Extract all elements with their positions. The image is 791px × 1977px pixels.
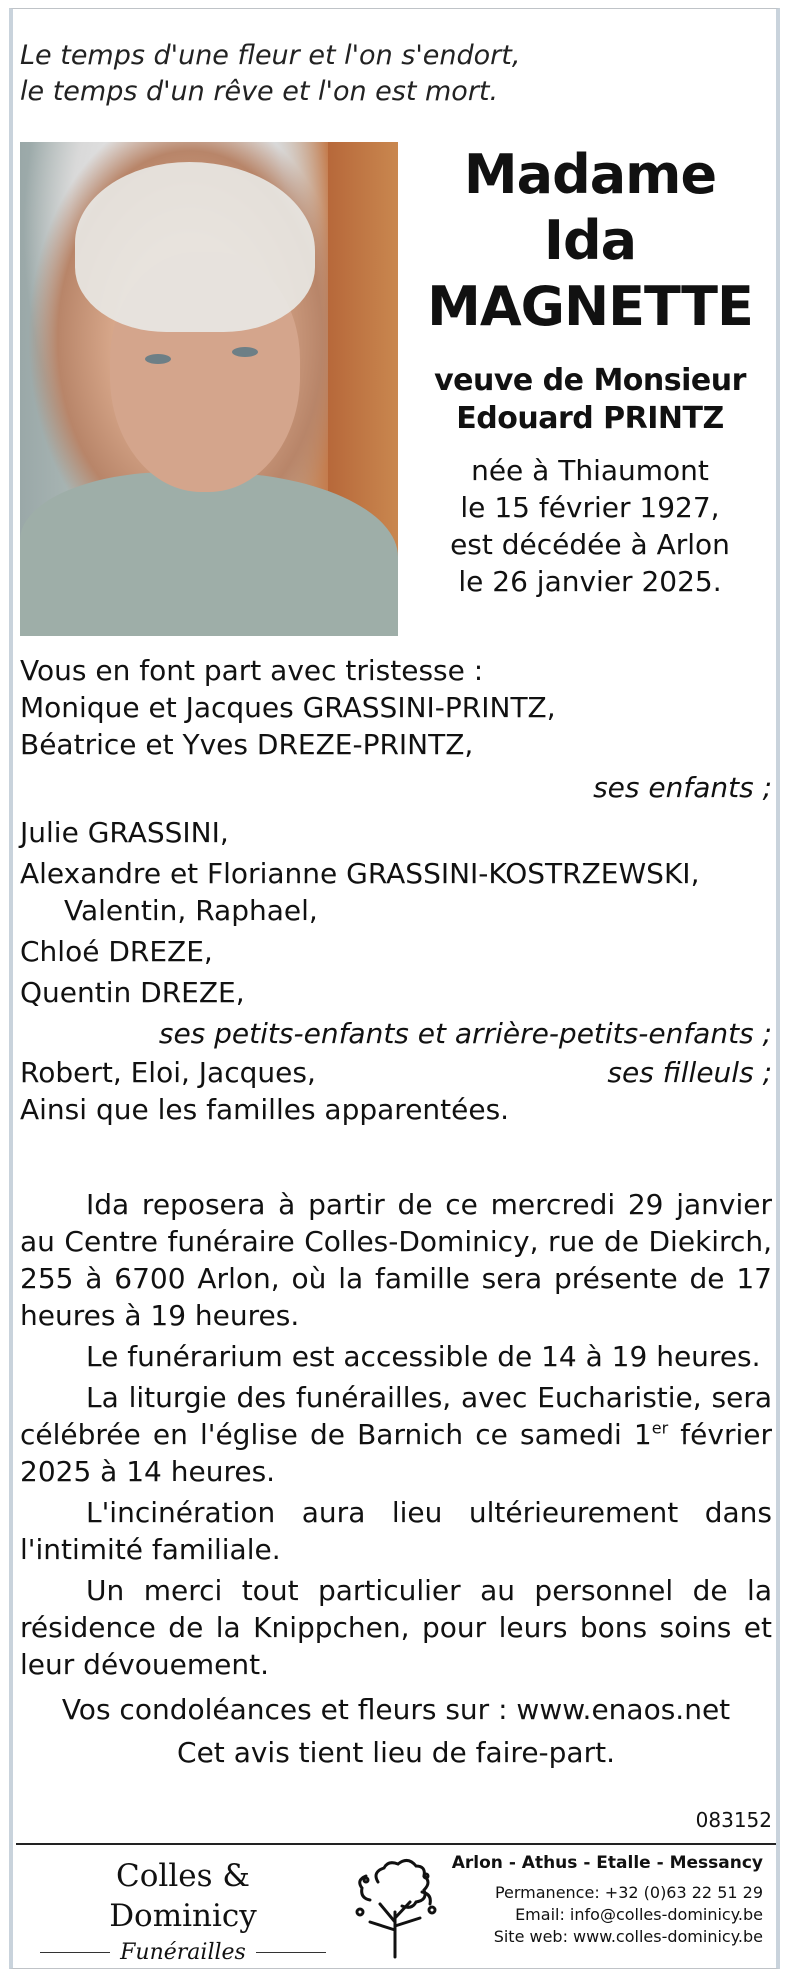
child-entry: Monique et Jacques GRASSINI-PRINTZ,: [20, 691, 556, 724]
website-line: Site web: www.colles-dominicy.be: [493, 1927, 763, 1946]
poem-line-1: Le temps d'une fleur et l'on s'endort,: [20, 40, 521, 71]
liturgy-paragraph: La liturgie des funérailles, avec Eucharistie, sera célébrée en l'église de Barnich ce samedi 1er février 2025 à 14 heures.: [20, 1381, 772, 1488]
godchildren-row: [20, 1054, 772, 1091]
deceased-last-name: MAGNETTE: [427, 275, 753, 338]
grandchild-entry: Valentin, Raphael,: [64, 894, 318, 927]
funeral-home-contact: [443, 1852, 763, 1948]
children-label: ses enfants ;: [593, 771, 772, 804]
cremation-paragraph: L'incinération aura lieu ultérieurement dans l'intimité familiale.: [20, 1496, 772, 1566]
funeral-home-name: Colles & Dominicy: [109, 1858, 257, 1934]
arrangements: [20, 1186, 772, 1771]
phone-line: Permanence: +32 (0)63 22 51 29: [494, 1883, 763, 1902]
footer-divider: [16, 1843, 776, 1845]
family-intro: Vous en font part avec tristesse :: [20, 654, 484, 687]
grandchildren-label: ses petits-enfants et arrière-petits-enfants ;: [158, 1017, 772, 1050]
grandchild-entry: Alexandre et Florianne GRASSINI-KOSTRZEWSKI,: [20, 857, 700, 890]
locations: Arlon - Athus - Etalle - Messancy: [451, 1853, 763, 1873]
widow-of: veuve de Monsieur Edouard PRINTZ: [434, 363, 746, 436]
child-entry: Béatrice et Yves DREZE-PRINTZ,: [20, 728, 474, 761]
birth-death-info: née à Thiaumont le 15 février 1927, est décédée à Arlon le 26 janvier 2025.: [450, 454, 730, 598]
notice-line: Cet avis tient lieu de faire-part.: [177, 1736, 615, 1769]
deceased-name-block: [415, 142, 765, 600]
grandchild-entry: Quentin DREZE,: [20, 976, 245, 1009]
relatives-line: Ainsi que les familles apparentées.: [20, 1093, 510, 1126]
grandchild-entry: Chloé DREZE,: [20, 935, 213, 968]
godchildren-label: ses filleuls ;: [607, 1056, 772, 1089]
wake-paragraph: Ida reposera à partir de ce mercredi 29 janvier au Centre funéraire Colles-Dominicy, rue de Diekirch, 255 à 6700 Arlon, où la famille sera présente de 17 heures à 19 heures.: [20, 1188, 772, 1332]
condolences-line: Vos condoléances et fleurs sur : www.enaos.net: [61, 1693, 731, 1726]
poem-line-2: le temps d'un rêve et l'on est mort.: [20, 76, 499, 107]
portrait-photo: [20, 142, 398, 636]
poem: [20, 38, 520, 110]
funerarium-paragraph: Le funérarium est accessible de 14 à 19 heures.: [86, 1340, 761, 1373]
email-line: Email: info@colles-dominicy.be: [515, 1905, 763, 1924]
grandchild-entry: Julie GRASSINI,: [20, 816, 229, 849]
thanks-paragraph: Un merci tout particulier au personnel de la résidence de la Knippchen, pour leurs bons soins et leur dévouement.: [20, 1574, 772, 1681]
family-list: [20, 652, 772, 1128]
godchildren-names: Robert, Eloi, Jacques,: [20, 1056, 316, 1089]
deceased-title: Madame: [463, 143, 717, 206]
tree-icon: [340, 1852, 450, 1962]
reference-number: 083152: [695, 1808, 772, 1832]
funeral-home-logo: [38, 1856, 328, 1965]
funeral-home-subtitle: Funérailles: [38, 1940, 328, 1965]
deceased-first-name: Ida: [543, 209, 637, 272]
